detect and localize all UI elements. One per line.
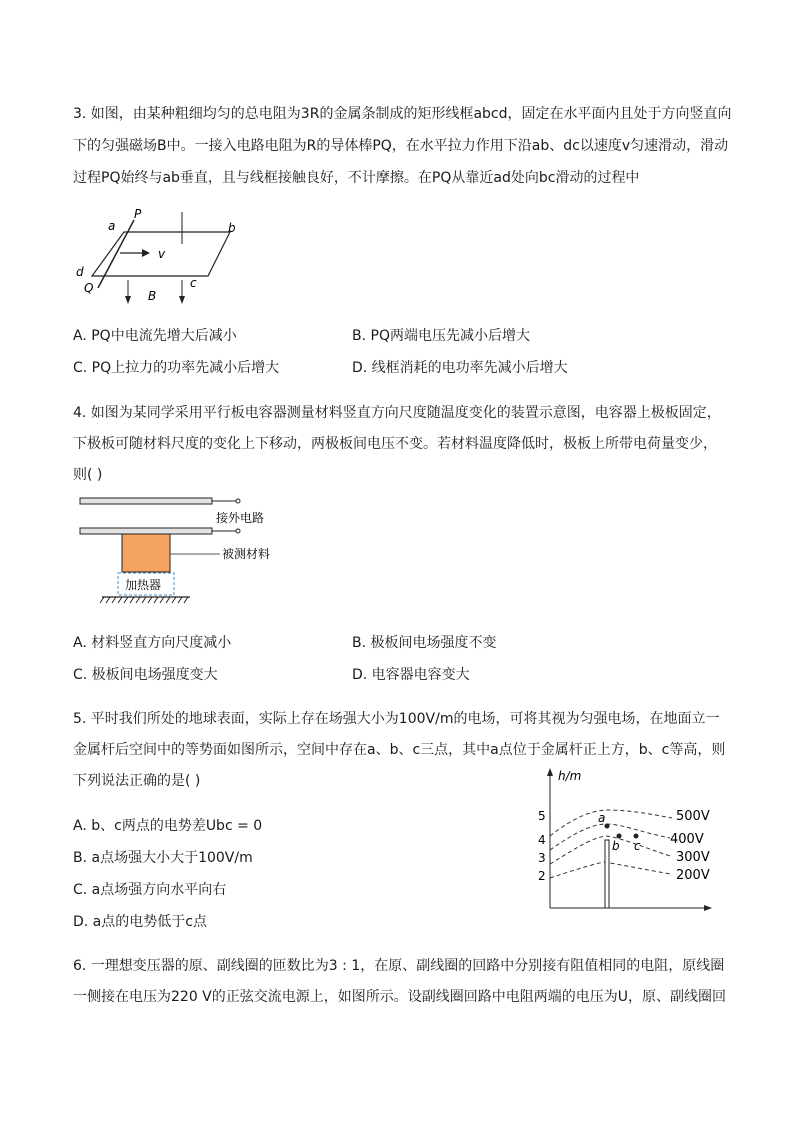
- ground-hatch: [100, 597, 188, 603]
- q5-figure-equipotential: [530, 764, 720, 914]
- q3-line-3: 过程PQ始终与ab垂直，且与线框接触良好，不计摩擦。在PQ从靠近ad处向bc滑动的过程中: [73, 170, 640, 186]
- equipotential-500: [550, 810, 672, 836]
- q5-option-a[interactable]: A. b、c两点的电势差Ubc = 0: [73, 818, 263, 834]
- label-p: P: [134, 207, 142, 221]
- field-arrowhead-left: [125, 296, 131, 304]
- q6-line-1: 6. 一理想变压器的原、副线圈的匝数比为3 : 1，在原、副线圈的回路中分别接有阻值相同的电阻，原线圈: [73, 958, 725, 974]
- q4-option-c[interactable]: C. 极板间电场强度变大: [73, 667, 218, 683]
- ground-axis-arrow: [704, 905, 712, 911]
- velocity-arrowhead: [142, 249, 150, 257]
- label-a: a: [108, 219, 116, 233]
- q3-line-2: 下的匀强磁场B中。一接入电路电阻为R的导体棒PQ，在水平拉力作用下沿ab、dc以速度v匀速滑动，滑动: [73, 138, 729, 154]
- label-q: Q: [84, 281, 94, 295]
- tick-3: 3: [538, 851, 546, 865]
- label-b: b: [228, 221, 236, 235]
- lower-terminal: [236, 529, 240, 533]
- q3-option-a[interactable]: A. PQ中电流先增大后减小: [73, 328, 237, 344]
- label-400v: 400V: [670, 832, 704, 847]
- q5-option-b[interactable]: B. a点场强大小大于100V/m: [73, 850, 253, 866]
- label-300v: 300V: [676, 850, 710, 865]
- h-axis-arrow: [547, 768, 553, 776]
- q5-option-c[interactable]: C. a点场强方向水平向右: [73, 882, 227, 898]
- q4-line-1: 4. 如图为某同学采用平行板电容器测量材料竖直方向尺度随温度变化的装置示意图，电容器上极板固定，: [73, 405, 721, 421]
- q6-line-2: 一侧接在电压为220 V的正弦交流电源上，如图所示。设副线圈回路中电阻两端的电压为U，原、副线圈回: [73, 989, 726, 1005]
- material-block: [122, 534, 170, 572]
- q5-line-3: 下列说法正确的是( ): [73, 773, 201, 789]
- upper-plate: [80, 498, 212, 504]
- label-200v: 200V: [676, 868, 710, 883]
- metal-rod: [605, 840, 609, 908]
- label-point-c: c: [634, 839, 641, 853]
- label-point-b: b: [612, 839, 620, 853]
- point-c: [634, 834, 639, 839]
- q3-option-d[interactable]: D. 线框消耗的电功率先减小后增大: [352, 360, 568, 376]
- q5-line-2: 金属杆后空间中的等势面如图所示，空间中存在a、b、c三点，其中a点位于金属杆正上方，b、c等高，则: [73, 742, 726, 758]
- lower-plate: [80, 528, 212, 534]
- equipotential-300: [550, 836, 670, 864]
- label-heater: 加热器: [125, 578, 162, 592]
- tick-4: 4: [538, 833, 546, 847]
- point-b: [617, 834, 622, 839]
- q4-line-3: 则( ): [73, 467, 103, 483]
- q3-option-c[interactable]: C. PQ上拉力的功率先减小后增大: [73, 360, 280, 376]
- label-external-circuit: 接外电路: [216, 511, 265, 525]
- label-c: c: [190, 276, 197, 290]
- q4-option-d[interactable]: D. 电容器电容变大: [352, 667, 470, 683]
- axis-label-h: h/m: [558, 769, 582, 783]
- q4-option-a[interactable]: A. 材料竖直方向尺度减小: [73, 635, 232, 651]
- label-material: 被测材料: [222, 547, 271, 561]
- label-v: v: [158, 247, 166, 261]
- rod-pq: [98, 220, 134, 288]
- q3-option-b[interactable]: B. PQ两端电压先减小后增大: [352, 328, 530, 344]
- q4-line-2: 下极板可随材料尺度的变化上下移动，两极板间电压不变。若材料温度降低时，极板上所带电荷量变少，: [73, 436, 717, 452]
- q5-option-d[interactable]: D. a点的电势低于c点: [73, 914, 207, 930]
- q5-line-1: 5. 平时我们所处的地球表面，实际上存在场强大小为100V/m的电场，可将其视为匀强电场，在地面立一: [73, 711, 720, 727]
- q3-figure-rail-frame: [74, 204, 254, 308]
- q4-option-b[interactable]: B. 极板间电场强度不变: [352, 635, 497, 651]
- label-500v: 500V: [676, 809, 710, 824]
- tick-5: 5: [538, 809, 546, 823]
- equipotential-200: [550, 862, 670, 878]
- q4-figure-capacitor: [74, 494, 284, 608]
- label-point-a: a: [598, 811, 606, 825]
- q3-line-1: 3. 如图，由某种粗细均匀的总电阻为3R的金属条制成的矩形线框abcd，固定在水平面内且处于方向竖直向: [73, 106, 732, 122]
- label-b-field: B: [148, 289, 157, 303]
- label-d: d: [76, 265, 84, 279]
- upper-terminal: [236, 499, 240, 503]
- equipotential-400: [550, 824, 670, 850]
- field-arrowhead-right: [179, 296, 185, 304]
- tick-2: 2: [538, 869, 546, 883]
